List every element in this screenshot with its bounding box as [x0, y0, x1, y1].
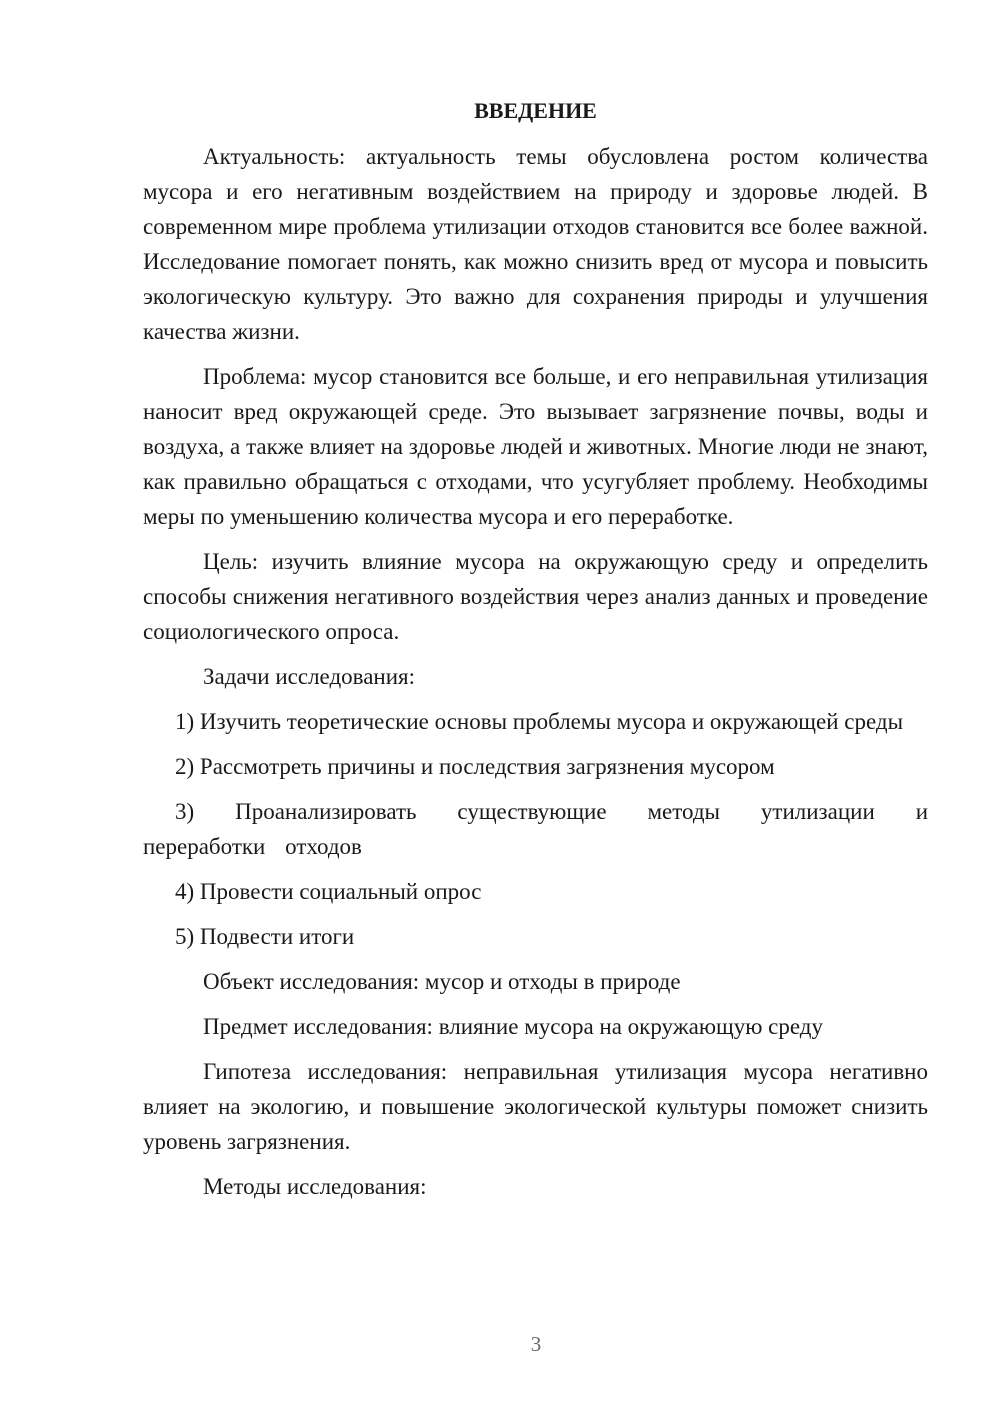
subject-paragraph: Предмет исследования: влияние мусора на окружающую среду [203, 1014, 823, 1039]
task-item: 1) Изучить теоретические основы проблемы мусора и окружающей среды [175, 709, 904, 734]
methods-heading: Методы исследования: [203, 1174, 427, 1199]
task-item: 5) Подвести итоги [175, 924, 355, 949]
goal-paragraph: Цель: изучить влияние мусора на окружающую среду и определить способы снижения негативного воздействия через анализ данных и проведение социологического опроса. [143, 549, 928, 644]
problem-paragraph: Проблема: мусор становится все больше, и его неправильная утилизация наносит вред окружающей среде. Это вызывает загрязнение почвы, воды и воздуха, а также влияет на здоровье людей и животных. Многие люди не знают, как правильно обращаться с отходами, что усугубляет проблему. Необходимы меры по уменьшению количества мусора и его переработке. [143, 364, 928, 529]
object-paragraph: Объект исследования: мусор и отходы в природе [203, 969, 681, 994]
relevance-paragraph: Актуальность: актуальность темы обусловлена ростом количества мусора и его негативным воздействием на природу и здоровье людей. В современном мире проблема утилизации отходов становится все более важной. Исследование помогает понять, как можно снизить вред от мусора и повысить экологическую культуру. Это важно для сохранения природы и улучшения качества жизни. [143, 144, 928, 344]
document-page [143, 96, 928, 1214]
section-title: ВВЕДЕНИЕ [474, 98, 597, 123]
hypothesis-paragraph: Гипотеза исследования: неправильная утилизация мусора негативно влияет на экологию, и повышение экологической культуры поможет снизить уровень загрязнения. [143, 1059, 928, 1154]
task-item: 3) Проанализировать существующие методы утилизации и переработки отходов [143, 799, 928, 859]
tasks-heading: Задачи исследования: [203, 664, 416, 689]
page-number: 3 [530, 1332, 542, 1356]
task-item: 4) Провести социальный опрос [175, 879, 482, 904]
task-item: 2) Рассмотреть причины и последствия загрязнения мусором [175, 754, 775, 779]
